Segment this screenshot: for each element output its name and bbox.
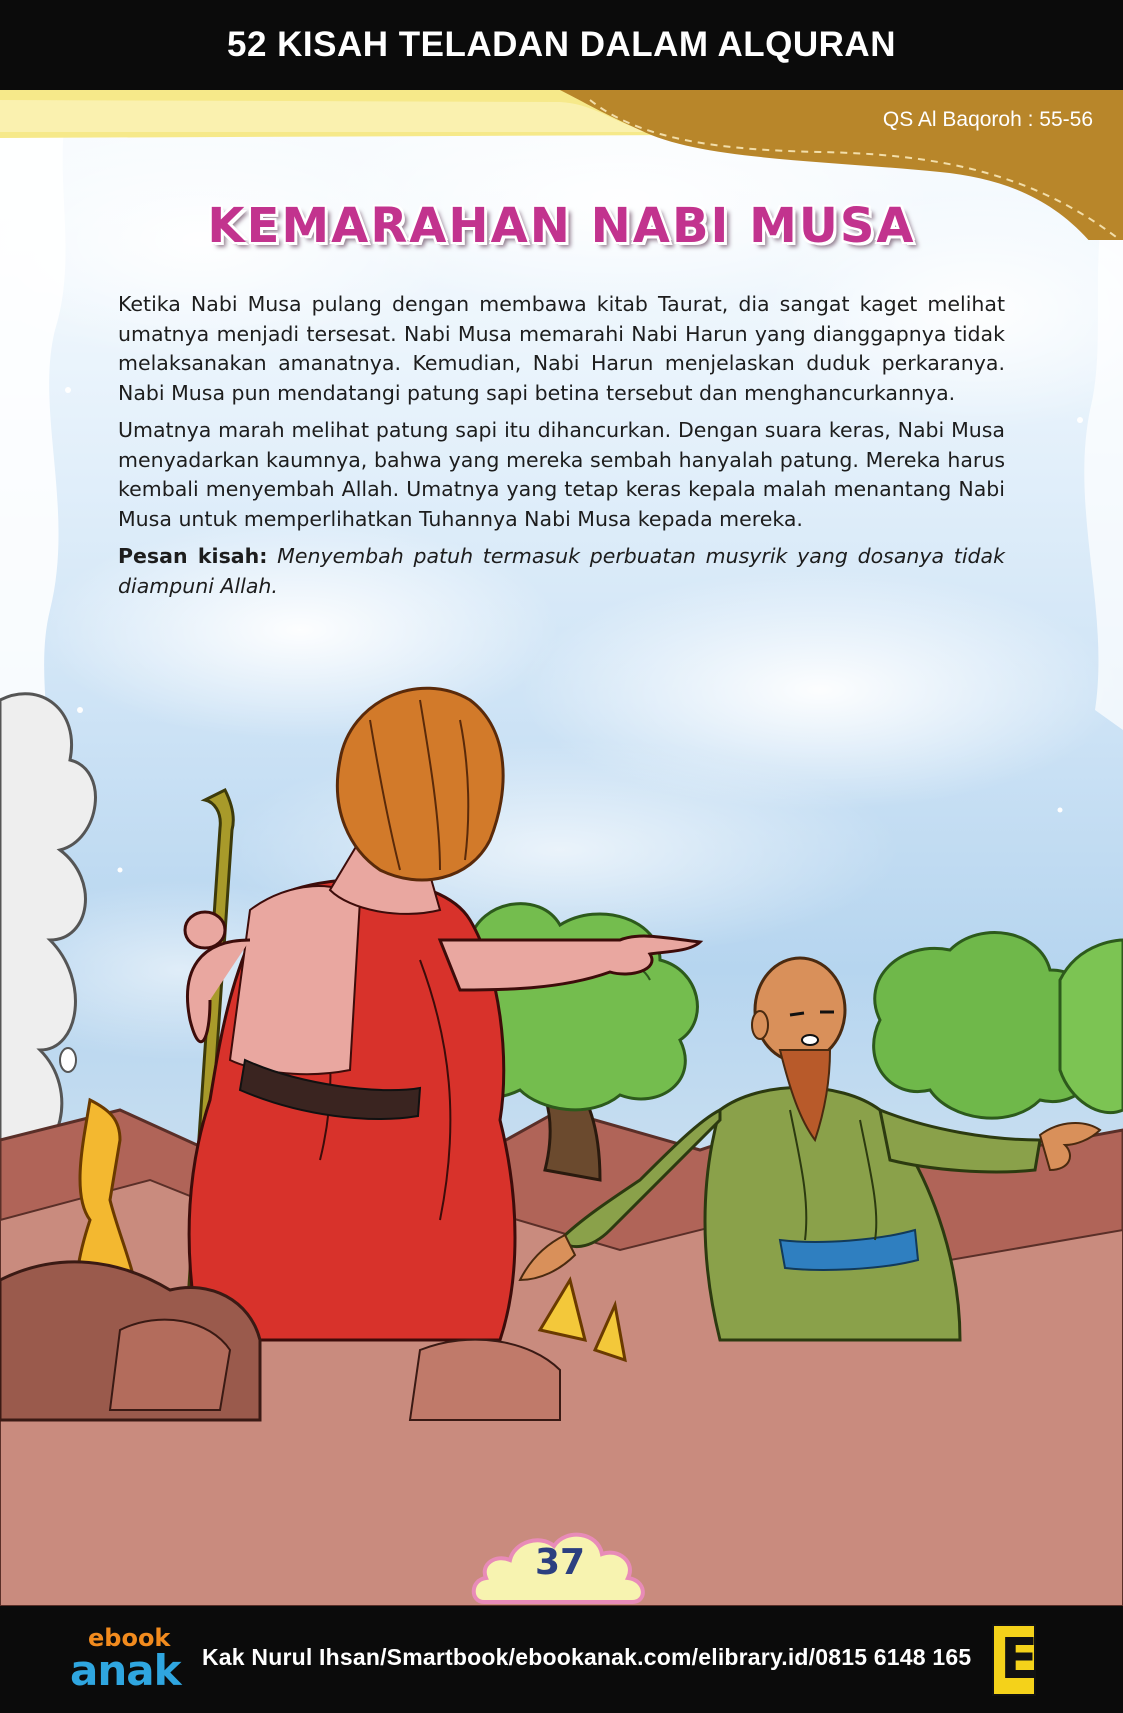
logo-ebook-word: ebook — [88, 1624, 171, 1652]
story-title: KEMARAHAN NABI MUSA — [207, 198, 916, 254]
elibrary-logo — [992, 1624, 1039, 1696]
top-header-bar — [0, 0, 1123, 90]
moral-text: Menyembah patuh termasuk perbuatan musyrik yang dosanya tidak diampuni Allah. — [118, 544, 1005, 598]
story-paragraph-2: Umatnya marah melihat patung sapi itu dihancurkan. Dengan suara keras, Nabi Musa menyadarkan kaumnya, bahwa yang mereka sembah hanyalah patung. Mereka harus kembali menyembah Allah. Umatnya yang tetap keras kepala malah menantang Nabi Musa untuk memperlihatkan Tuhannya Nabi Musa kepada mereka. — [118, 418, 1005, 531]
moral-label: Pesan kisah: — [118, 544, 268, 568]
logo-anak-word: anak — [70, 1646, 181, 1695]
elibrary-logo-letter: E — [1000, 1627, 1039, 1692]
page-number-cloud — [470, 1518, 650, 1606]
story-paragraph-1: Ketika Nabi Musa pulang dengan membawa kitab Taurat, dia sangat kaget melihat umatnya menjadi tersesat. Nabi Musa memarahi Nabi Harun yang dianggapnya tidak melaksanakan amanatnya. Kemudian, Nabi Harun menjelaskan duduk perkaranya. Nabi Musa pun mendatangi patung sapi betina tersebut dan menghancurkannya. — [118, 292, 1005, 405]
story-illustration — [0, 640, 1123, 1606]
footer-credits: Kak Nurul Ihsan/Smartbook/ebookanak.com/elibrary.id/0815 6148 165 — [202, 1644, 972, 1670]
story-body — [118, 290, 1005, 609]
story-moral — [118, 542, 1005, 601]
surah-reference: QS Al Baqoroh : 55-56 — [882, 108, 1093, 131]
ebookanak-logo — [70, 1624, 190, 1696]
book-title: 52 KISAH TELADAN DALAM ALQURAN — [227, 25, 896, 64]
page-number: 37 — [534, 1542, 586, 1583]
footer-bar — [0, 1606, 1123, 1713]
right-trees — [874, 933, 1123, 1119]
